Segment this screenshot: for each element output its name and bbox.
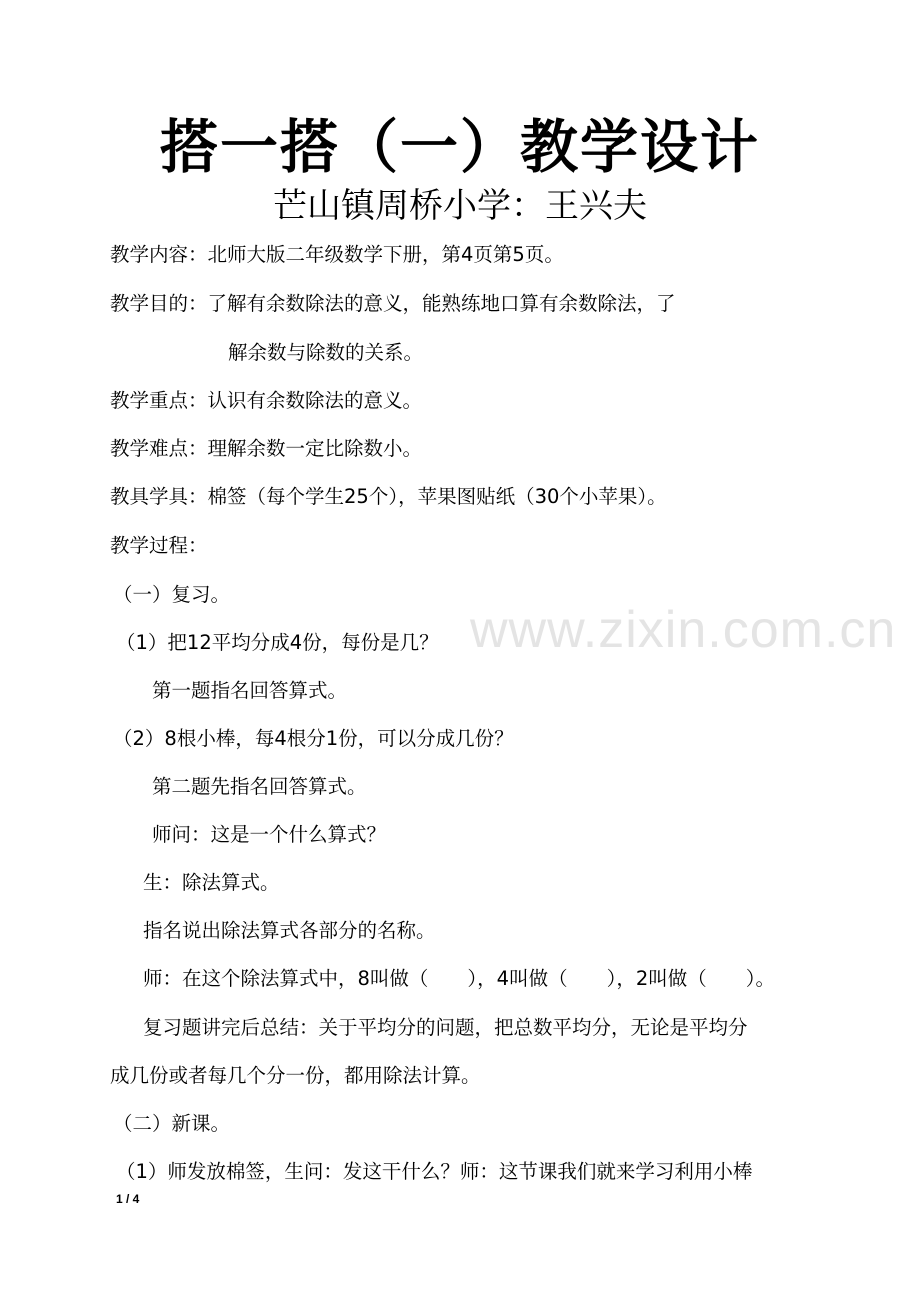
line-question-1-note: 第一题指名回答算式。	[152, 679, 348, 702]
line-student-answer: 生：除法算式。	[143, 871, 280, 894]
line-section-review: （一）复习。	[113, 583, 231, 606]
line-content: 教学内容：北师大版二年级数学下册，第4页第5页。	[110, 243, 564, 266]
line-question-2-note: 第二题先指名回答算式。	[152, 775, 367, 798]
document-title: 搭一搭（一）教学设计	[159, 113, 760, 181]
line-section-new: （二）新课。	[113, 1112, 231, 1135]
watermark: www.zixin.com.cn	[470, 601, 897, 659]
line-question-1: （1）把12平均分成4份，每份是几？	[116, 631, 439, 654]
line-teacher-fill: 师：在这个除法算式中，8叫做（ ），4叫做（ ），2叫做（ ）。	[143, 967, 775, 990]
line-teacher-ask: 师问：这是一个什么算式？	[152, 823, 387, 846]
document-subtitle: 芒山镇周桥小学：王兴夫	[273, 186, 647, 226]
line-difficulty: 教学难点：理解余数一定比除数小。	[110, 437, 423, 460]
line-process-heading: 教学过程：	[110, 534, 208, 557]
page-number: 1 / 4	[116, 1192, 140, 1206]
line-new-1: （1）师发放棉签，生问：发这干什么？师：这节课我们就来学习利用小棒	[116, 1160, 753, 1183]
line-summary: 复习题讲完后总结：关于平均分的问题，把总数平均分，无论是平均分	[143, 1016, 748, 1039]
line-objective: 教学目的：了解有余数除法的意义，能熟练地口算有余数除法，了	[110, 292, 676, 315]
line-summary-cont: 成几份或者每几个分一份，都用除法计算。	[110, 1064, 481, 1087]
line-materials: 教具学具：棉签（每个学生25个），苹果图贴纸（30个小苹果）。	[110, 485, 667, 508]
line-name-parts: 指名说出除法算式各部分的名称。	[143, 919, 436, 942]
line-question-2: （2）8根小棒，每4根分1份，可以分成几份？	[113, 727, 514, 750]
line-objective-cont: 解余数与除数的关系。	[228, 341, 424, 364]
line-key-point: 教学重点：认识有余数除法的意义。	[110, 389, 423, 412]
